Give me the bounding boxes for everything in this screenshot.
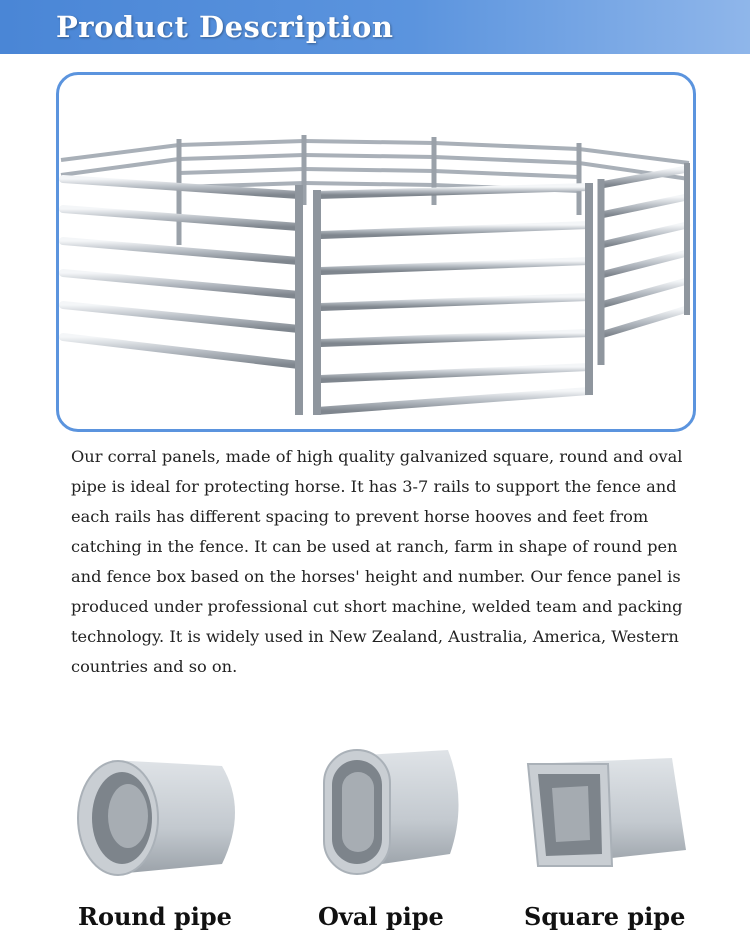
square-pipe-label: Square pipe: [524, 902, 686, 931]
section-title: Product Description: [56, 10, 394, 44]
oval-pipe-image: [318, 742, 478, 882]
product-description: Our corral panels, made of high quality galvanized square, round and oval pipe is ideal for protecting horse. It has 3-7 rails to support the fence and each rails has different spacing to prevent horse hooves and feet from catching in the fence. It can be used at ranch, farm in shape of round pen and fence box based on the horses' height and number. Our fence panel is produced under professional cut short machine, welded team and packing technology. It is widely used in New Zealand, Australia, America, Western countries and so on.: [71, 447, 683, 676]
product-photo-frame: [56, 72, 696, 432]
oval-pipe-label: Oval pipe: [318, 902, 444, 931]
round-pipe-image: [72, 750, 252, 886]
corral-panel-image: [59, 75, 693, 429]
round-pipe-label: Round pipe: [78, 902, 232, 931]
square-pipe-image: [522, 756, 692, 880]
